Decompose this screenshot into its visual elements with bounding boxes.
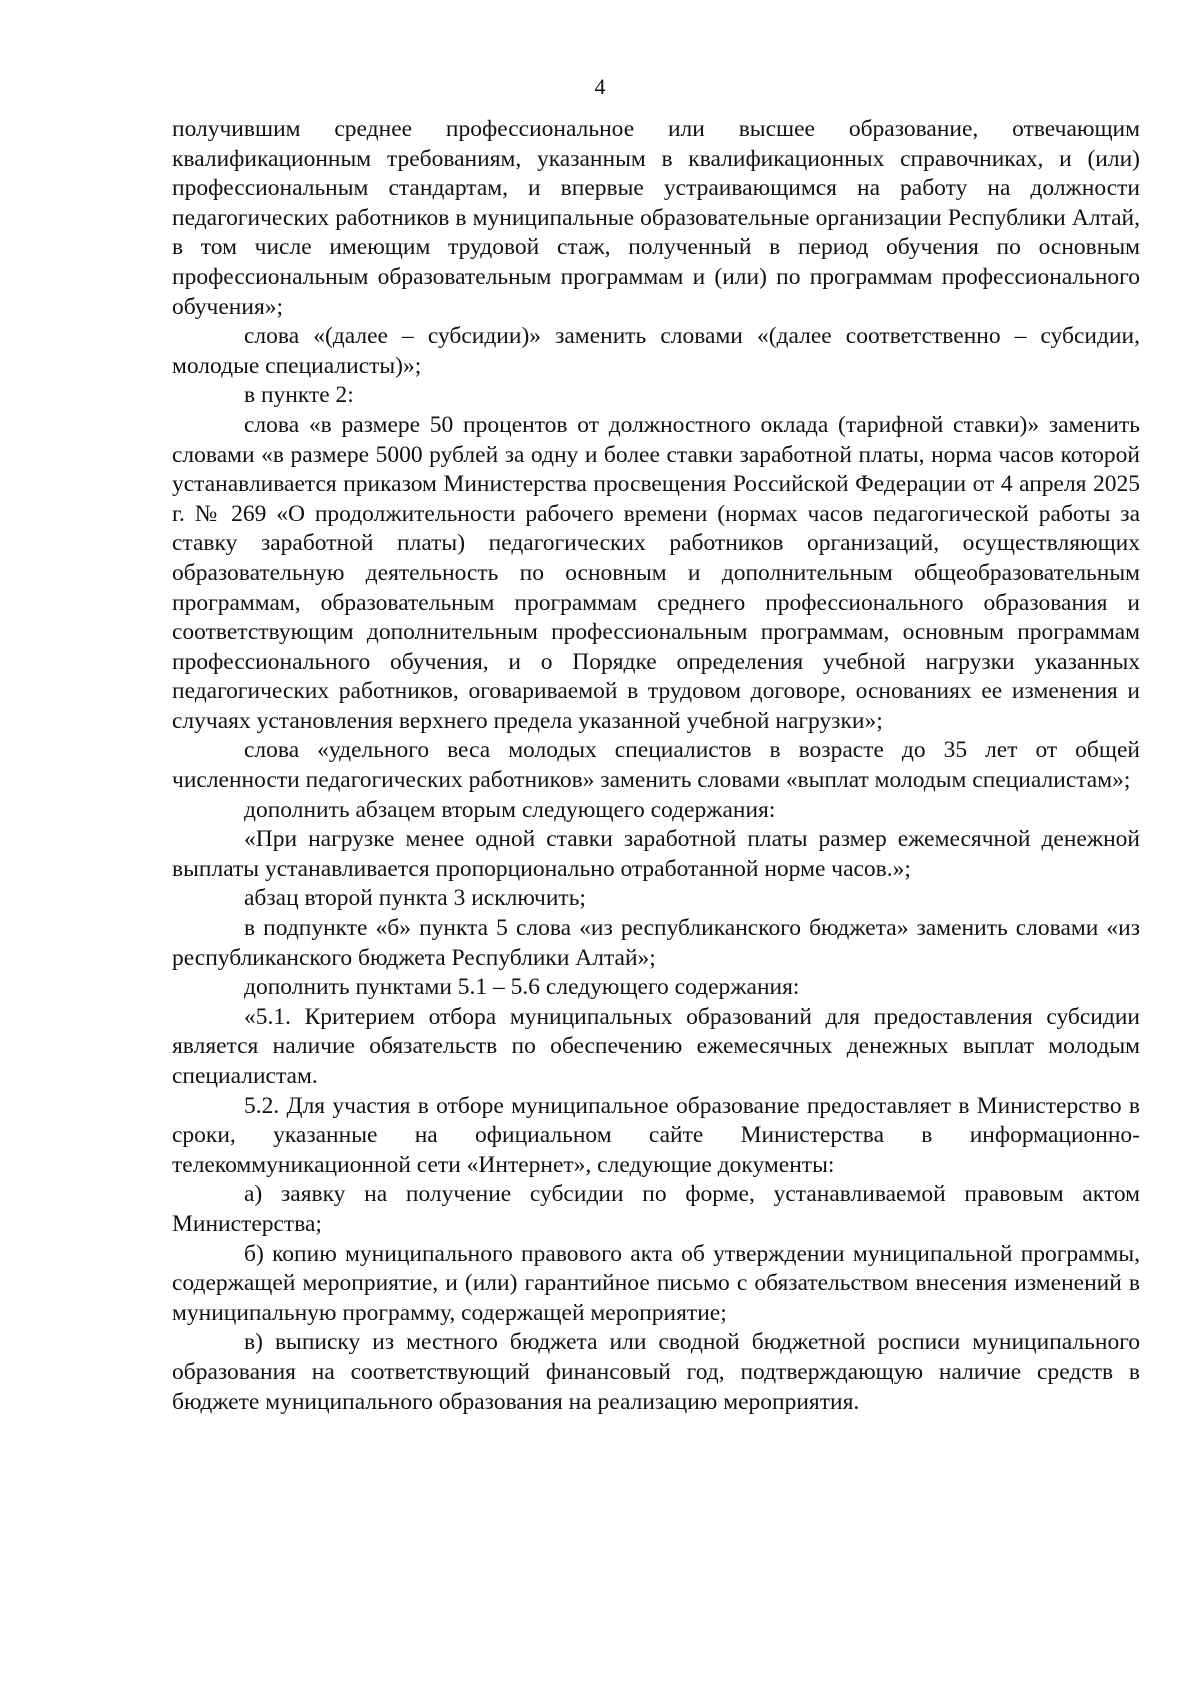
paragraph: в пункте 2: — [244, 382, 354, 409]
paragraph: 5.2. Для участия в отборе муниципальное образование предоставляет в Министерство в сроки, указанные на официальном сайте Министерства в информационно- телекоммуникационной сети «Интернет», следующие документы: — [172, 1092, 1140, 1178]
paragraph: «5.1. Критерием отбора муниципальных образований для предоставления субсидии является наличие обязательств по обеспечению ежемесячных денежных выплат молодым специалистам. — [172, 1003, 1140, 1089]
document-body — [172, 115, 1140, 1417]
page-number: 4 — [594, 74, 606, 99]
paragraph: в) выписку из местного бюджета или сводной бюджетной росписи муниципального образования на соответствующий финансовый год, подтверждающую наличие средств в бюджете муниципального образования на реализацию мероприятия. — [172, 1329, 1140, 1415]
paragraph: «При нагрузке менее одной ставки заработной платы размер ежемесячной денежной выплаты устанавливается пропорционально отработанной норме часов.»; — [172, 826, 1140, 882]
paragraph: дополнить абзацем вторым следующего содержания: — [244, 796, 776, 823]
paragraph: абзац второй пункта 3 исключить; — [244, 885, 586, 912]
paragraph: слова «в размере 50 процентов от должностного оклада (тарифной ставки)» заменить словами «в размере 5000 рублей за одну и более ставки заработной платы, норма часов которой устанавливается приказом Министерства просвещения Российской Федерации от 4 апреля 2025 г. № 269 «О продолжительности рабочего времени (нормах часов педагогической работы за ставку заработной платы) педагогических работников организаций, осуществляющих образовательную деятельность по основным и дополнительным общеобразовательным программам, образовательным программам среднего профессионального образования и соответствующим дополнительным профессиональным программам, основным программам профессионального обучения, и о Порядке определения учебной нагрузки указанных педагогических работников, оговариваемой в трудовом договоре, основаниях ее изменения и случаях установления верхнего предела указанной учебной нагрузки»; — [172, 411, 1140, 734]
paragraph: в подпункте «б» пункта 5 слова «из республиканского бюджета» заменить словами «из республиканского бюджета Республики Алтай»; — [172, 915, 1140, 971]
paragraph: а) заявку на получение субсидии по форме, устанавливаемой правовым актом Министерства; — [172, 1181, 1140, 1237]
paragraph: слова «удельного веса молодых специалистов в возрасте до 35 лет от общей численности педагогических работников» заменить словами «выплат молодым специалистам»; — [172, 737, 1140, 794]
paragraph: б) копию муниципального правового акта об утверждении муниципальной программы, содержащей мероприятие, и (или) гарантийное письмо с обязательством внесения изменений в муниципальную программу, содержащей мероприятие; — [172, 1240, 1140, 1326]
paragraph: дополнить пунктами 5.1 – 5.6 следующего содержания: — [244, 974, 800, 1001]
paragraph: слова «(далее – субсидии)» заменить словами «(далее соответственно – субсидии, молодые специалисты)»; — [172, 323, 1140, 379]
paragraph: получившим среднее профессиональное или высшее образование, отвечающим квалификационным требованиям, указанным в квалификационных справочниках, и (или) профессиональным стандартам, и впервые устраивающимся на работу на должности педагогических работников в муниципальные образовательные организации Республики Алтай, в том числе имеющим трудовой стаж, полученный в период обучения по основным профессиональным образовательным программам и (или) по программам профессионального обучения»; — [172, 116, 1140, 320]
